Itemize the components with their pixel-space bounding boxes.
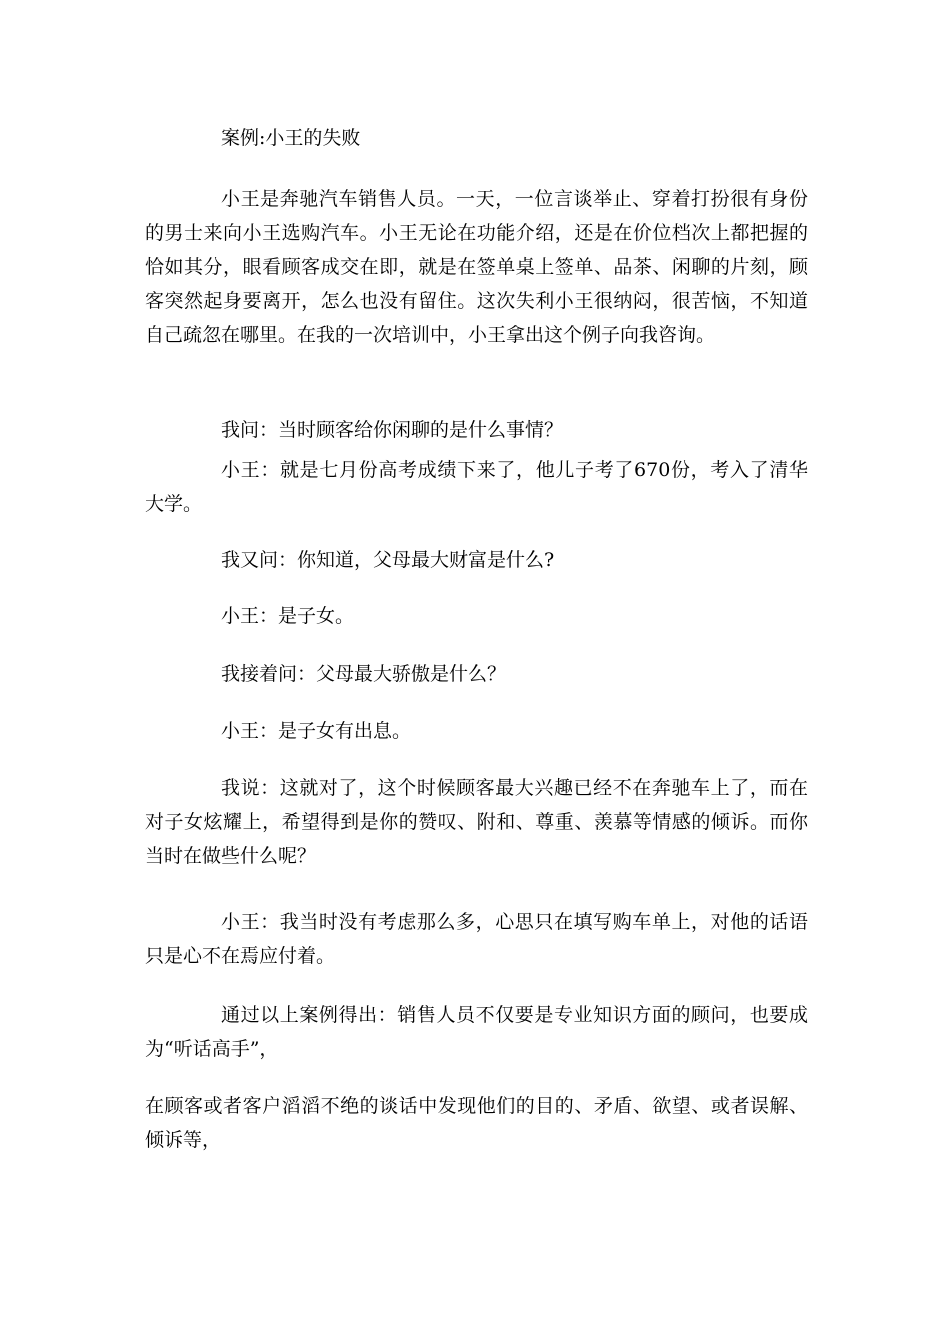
paragraph-answer-2: 小王：是子女。 [221, 605, 355, 627]
paragraph-answer-4: 小王：我当时没有考虑那么多，心思只在填写购车单上，对他的话语只是心不在焉应付着。 [145, 911, 808, 967]
paragraph-question-2: 我又问：你知道，父母最大财富是什么? [221, 549, 555, 571]
paragraph-conclusion: 通过以上案例得出：销售人员不仅要是专业知识方面的顾问，也要成为“听话高手”， [145, 1004, 808, 1060]
paragraph-question-1: 我问：当时顾客给你闲聊的是什么事情？ [221, 419, 564, 441]
paragraph-continuation: 在顾客或者客户滔滔不绝的谈话中发现他们的目的、矛盾、欲望、或者误解、倾诉等， [145, 1095, 808, 1151]
paragraph-question-3: 我接着问：父母最大骄傲是什么？ [221, 663, 507, 685]
case-title: 案例:小王的失败 [221, 127, 361, 149]
paragraph-explanation: 我说：这就对了，这个时候顾客最大兴趣已经不在奔驰车上了，而在对子女炫耀上，希望得到是你的赞叹、附和、尊重、羡慕等情感的倾诉。而你当时在做些什么呢？ [145, 777, 808, 867]
paragraph-answer-3: 小王：是子女有出息。 [221, 720, 412, 742]
paragraph-answer-1: 小王：就是七月份高考成绩下来了，他儿子考了670份，考入了清华大学。 [145, 459, 808, 515]
paragraph-intro: 小王是奔驰汽车销售人员。一天，一位言谈举止、穿着打扮很有身份的男士来向小王选购汽车。小王无论在功能介绍，还是在价位档次上都把握的恰如其分，眼看顾客成交在即，就是在签单桌上签单、品茶、闲聊的片刻，顾客突然起身要离开，怎么也没有留住。这次失利小王很纳闷，很苦恼，不知道自己疏忽在哪里。在我的一次培训中，小王拿出这个例子向我咨询。 [145, 188, 808, 346]
